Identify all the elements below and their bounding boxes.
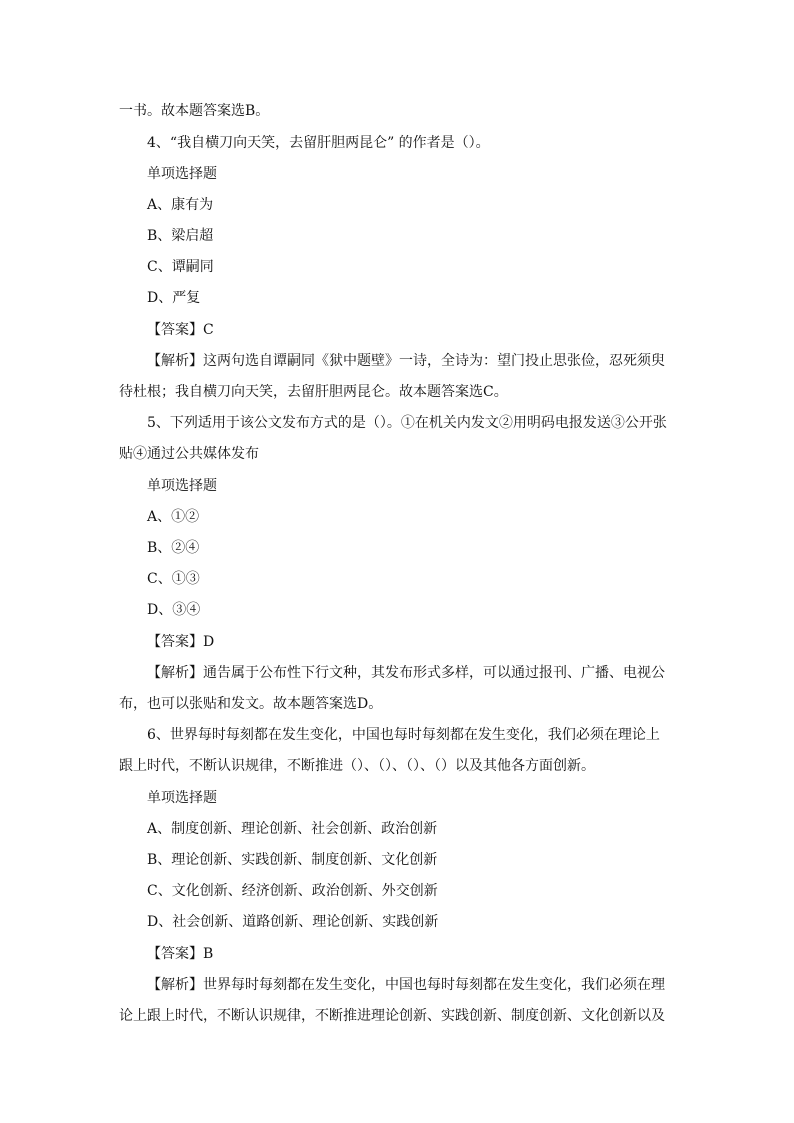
explanation: 【解析】通告属于公布性下行文种，其发布形式多样，可以通过报刊、广播、电视公: [147, 665, 665, 681]
explanation-continued: 待杜根；我自横刀向天笑，去留肝胆两昆仑。故本题答案选C。: [119, 384, 508, 400]
question-4-stem: 4、“我自横刀向天笑，去留肝胆两昆仑” 的作者是（）。: [147, 135, 490, 151]
option-d: D、③④: [147, 602, 201, 618]
answer: 【答案】D: [147, 634, 215, 650]
option-d: D、社会创新、道路创新、理论创新、实践创新: [147, 914, 439, 930]
question-6-stem: 6、世界每时每刻都在发生变化，中国也每时每刻都在发生变化，我们必须在理论上: [147, 727, 660, 743]
explanation-continued: 布，也可以张贴和发文。故本题答案选D。: [119, 696, 383, 712]
option-b: B、梁启超: [147, 228, 214, 244]
question-type: 单项选择题: [147, 166, 217, 182]
question-6-stem-continued: 跟上时代，不断认识规律，不断推进（）、（）、（）、（）以及其他各方面创新。: [119, 758, 595, 774]
option-d: D、严复: [147, 290, 201, 306]
text-line: 一书。故本题答案选B。: [119, 103, 270, 119]
option-a: A、康有为: [147, 197, 214, 213]
answer: 【答案】C: [147, 322, 214, 338]
option-c: C、文化创新、经济创新、政治创新、外交创新: [147, 883, 438, 899]
question-5-stem-continued: 贴④通过公共媒体发布: [119, 446, 259, 462]
option-c: C、谭嗣同: [147, 259, 214, 275]
question-type: 单项选择题: [147, 478, 217, 494]
explanation: 【解析】世界每时每刻都在发生变化，中国也每时每刻都在发生变化，我们必须在理: [147, 977, 665, 993]
answer: 【答案】B: [147, 946, 214, 962]
option-c: C、①③: [147, 571, 200, 587]
option-b: B、②④: [147, 540, 200, 556]
option-b: B、理论创新、实践创新、制度创新、文化创新: [147, 852, 438, 868]
explanation-continued: 论上跟上时代，不断认识规律，不断推进理论创新、实践创新、制度创新、文化创新以及: [119, 1008, 665, 1024]
option-a: A、①②: [147, 509, 200, 525]
question-type: 单项选择题: [147, 790, 217, 806]
explanation: 【解析】这两句选自谭嗣同《狱中题壁》一诗，全诗为：望门投止思张俭，忍死须臾: [147, 353, 665, 369]
option-a: A、制度创新、理论创新、社会创新、政治创新: [147, 821, 438, 837]
question-5-stem: 5、下列适用于该公文发布方式的是（）。①在机关内发文②用明码电报发送③公开张: [147, 415, 667, 431]
